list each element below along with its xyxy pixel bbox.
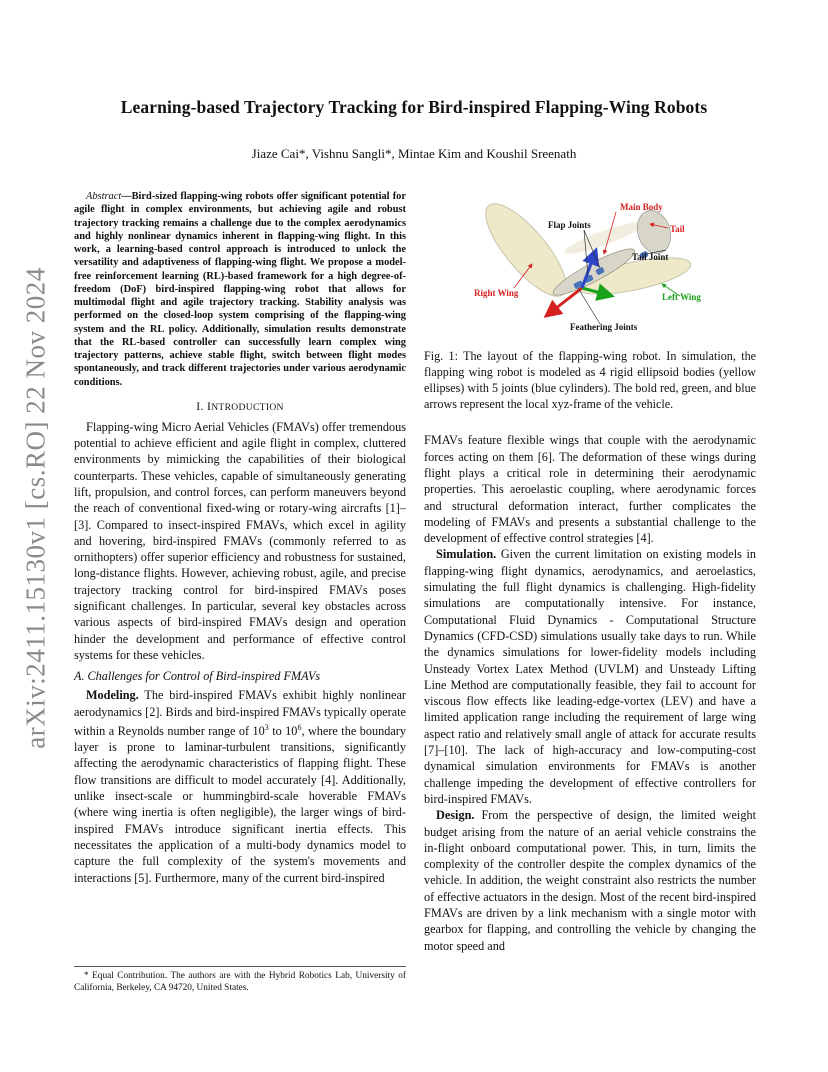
reynolds-exponent-high: 6 bbox=[297, 722, 302, 732]
section-title-initial: I bbox=[206, 398, 212, 413]
arxiv-sidebar-stamp bbox=[20, 267, 51, 749]
design-paragraph bbox=[424, 807, 756, 954]
paper-title: Learning-based Trajectory Tracking for Bird-inspired Flapping-Wing Robots bbox=[120, 97, 708, 117]
abstract-dash: — bbox=[121, 191, 132, 202]
design-heading: Design. bbox=[436, 808, 475, 823]
section-title-rest: NTRODUCTION bbox=[211, 401, 284, 413]
right-column-body bbox=[424, 432, 756, 954]
label-main-body: Main Body bbox=[620, 202, 663, 212]
left-column bbox=[74, 190, 406, 886]
simulation-paragraph bbox=[424, 546, 756, 807]
simulation-heading: Simulation. bbox=[436, 547, 497, 562]
modeling-text-a: The bird-inspired FMAVs exhibit highly nonlinear aerodynamics [2]. Birds and bird-inspired FMAVs typically operate within a Reynolds number range of 10 bbox=[74, 688, 406, 738]
robot-layout-diagram bbox=[474, 198, 714, 342]
section-heading-introduction bbox=[74, 399, 406, 414]
figure-1 bbox=[424, 198, 756, 342]
aeroelastic-paragraph: FMAVs feature flexible wings that couple with the aerodynamic forces acting on them [6]. The deformation of these wings during flight plays a critical role in determining their aerodynamic properties. This aeroelastic coupling, where aerodynamic forces and structural deformation interact, further complicates the modeling of FMAVs and presents a substantial challenge to the development of effective control strategies [4]. bbox=[424, 433, 756, 546]
simulation-text: Given the current limitation on existing models in flapping-wing flight dynamics, aerodynamics, and aeroelastics, simulating the full flight dynamics is challenging. High-fidelity simulations are computationally intensive. For instance, Computational Fluid Dynamics - Computational Structure Dynamics (CFD-CSD) simulations usually take days to run. While the dynamics simulations for lower-fidelity models including Unsteady Vortex Latex Method (UVLM) and Unsteady Lifting Line Method are computationally feasible, they fail to account for viscous flow effects like leading-edge-vortex (LEV) and have a limited application range including the requirement of large wing aspect ratio and relatively small angle of attack for accurate results [7]–[10]. The lack of high-accuracy and low-computing-cost dynamical simulation environments for FMAVs is another challenge impeding the development of effective controllers for bird-inspired FMAVs. bbox=[424, 547, 756, 806]
section-numeral: I. bbox=[196, 398, 207, 413]
abstract bbox=[74, 190, 406, 389]
intro-paragraph: Flapping-wing Micro Aerial Vehicles (FMAVs) offer tremendous potential to achieve efficient and agile flight in complex, cluttered environments by mimicking the capabilities of their biological counterparts. These vehicles, capable of simultaneously generating lift, propulsion, and control forces, can perform maneuvers beyond the reach of conventional fixed-wing or rotary-wing aircrafts [1]–[3]. Compared to insect-inspired FMAVs, which excel in agility and hovering, bird-inspired FMAVs (commonly referred to as ornithopters) offer superior efficiency and robustness for sustained, long-distance flights. However, achieving robust, agile, and precise trajectory tracking control for bird-inspired FMAVs poses significant challenges. In particular, several key obstacles across various aspects of bird-inspired FMAVs design and operation hinder the development and performance of effective control systems for these vehicles. bbox=[74, 419, 406, 662]
label-right-wing: Right Wing bbox=[474, 288, 519, 298]
label-feathering-joints: Feathering Joints bbox=[570, 322, 638, 332]
abstract-text: Bird-sized flapping-wing robots offer significant potential for agile flight in complex environments, but achieving agile and robust trajectory tracking remains a challenge due to the complex aerodynamics and highly nonlinear dynamics inherent in flapping-wing flight. In this work, a learning-based control approach is introduced to unlock the versatility and adaptiveness of flapping-wing flight. We propose a model-free reinforcement learning (RL)-based framework for a high degree-of-freedom (DoF) bird-inspired flapping-wing robot that allows for multimodal flight and agile trajectory tracking. Stability analysis was performed on the closed-loop system comprising of the flapping-wing system and the RL policy. Additionally, simulation results demonstrate that the RL-based controller can successfully learn complex wing trajectory patterns, achieve stable flight, switch between flight modes spontaneously, and track different trajectories under various aerodynamic conditions. bbox=[74, 191, 406, 388]
label-tail-joint: Tail Joint bbox=[632, 252, 669, 262]
figure-1-caption: Fig. 1: The layout of the flapping-wing robot. In simulation, the flapping wing robot is modeled as 4 rigid ellipsoid bodies (yellow ellipses) with 5 joints (blue cylinders). The bold red, green, and blue arrows represent the local xyz-frame of the vehicle. bbox=[424, 349, 756, 412]
reynolds-exponent-low: 3 bbox=[264, 722, 269, 732]
design-text: From the perspective of design, the limited weight budget arising from the nature of an aerial vehicle constrains the in-flight onboard computational power. This, in turn, limits the complexity of the controller despite the complex dynamics of the vehicle. In addition, the weight constraint also restricts the number of effective actuators in the design. Most of the recent bird-inspired FMAVs are driven by a link mechanism with a single motor with gearbox for flapping, and controlling the vehicle by changing the motor speed and bbox=[424, 808, 756, 953]
footnote-text: * Equal Contribution. The authors are with the Hybrid Robotics Lab, University of California, Berkeley, CA 94720, United States. bbox=[74, 971, 406, 994]
modeling-paragraph bbox=[74, 687, 406, 886]
modeling-text-b: to 10 bbox=[268, 723, 298, 738]
paper-authors: Jiaze Cai*, Vishnu Sangli*, Mintae Kim and Koushil Sreenath bbox=[251, 146, 577, 161]
right-column bbox=[424, 190, 756, 954]
label-flap-joints: Flap Joints bbox=[548, 220, 591, 230]
footnote bbox=[74, 966, 406, 995]
modeling-heading: Modeling. bbox=[86, 688, 139, 703]
label-left-wing: Left Wing bbox=[662, 292, 701, 302]
abstract-lead: Abstract bbox=[86, 191, 122, 202]
label-tail: Tail bbox=[670, 224, 685, 234]
arxiv-identifier: arXiv:2411.15130v1 [cs.RO] 22 Nov 2024 bbox=[20, 267, 51, 749]
modeling-text-c: , where the boundary layer is prone to laminar-turbulent transitions, significantly affecting the aerodynamic characteristics of flapping flight. These flow transitions are difficult to model accurately [4]. Additionally, unlike insect-scale or hummingbird-scale hoverable FMAVs (where wing inertia is often negligible), the larger wings of bird-inspired FMAVs introduce significant inertia effects. This necessitates the application of a multi-body dynamics model to capture the full complexity of the system's movements and interactions [5]. Furthermore, many of the current bird-inspired bbox=[74, 723, 406, 885]
subsection-heading-challenges: A. Challenges for Control of Bird-inspired FMAVs bbox=[74, 669, 321, 684]
